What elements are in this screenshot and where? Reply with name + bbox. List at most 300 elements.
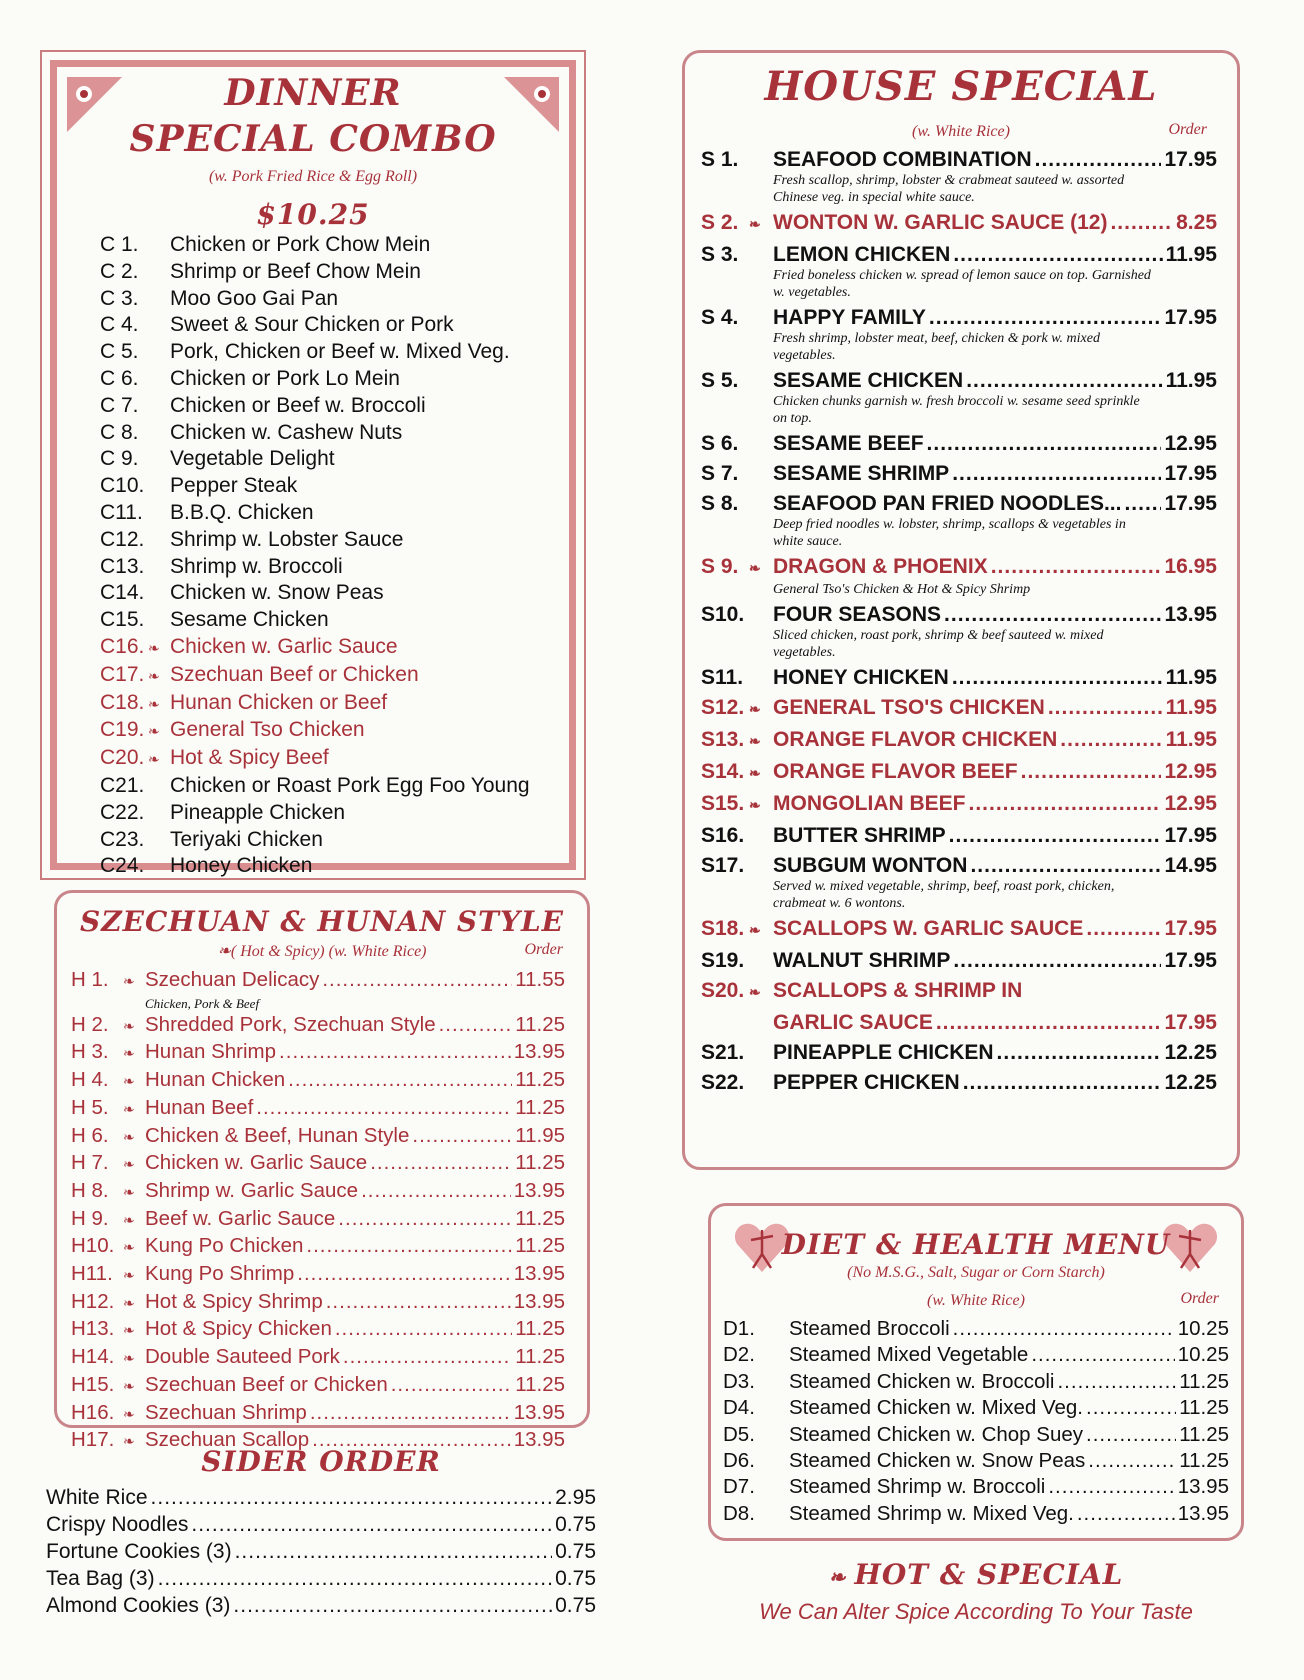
hot-pepper-icon: ❧	[123, 973, 135, 989]
item-code: S 1.	[701, 148, 739, 171]
leader-dots	[191, 1511, 552, 1538]
item-name: WONTON W. GARLIC SAUCE (12)	[773, 211, 1108, 234]
house-list	[701, 147, 1217, 1100]
item-name: Tea Bag (3)	[46, 1567, 155, 1590]
item-name: Moo Goo Gai Pan	[170, 286, 339, 310]
item-name: Almond Cookies (3)	[46, 1594, 231, 1617]
item-name: SESAME BEEF	[773, 432, 924, 455]
item-price: 11.25	[515, 1372, 565, 1396]
item-name: Pineapple Chicken	[170, 800, 346, 824]
menu-item-line	[701, 210, 1217, 237]
item-code: S12.	[701, 696, 745, 719]
item-name: SCALLOPS W. GARLIC SAUCE	[773, 917, 1084, 940]
spice-note: We Can Alter Spice According To Your Taste	[759, 1599, 1193, 1624]
diet-item	[723, 1395, 1229, 1421]
item-name: Chicken or Beef w. Broccoli	[170, 393, 426, 417]
hot-pepper-icon: ❧	[123, 1128, 135, 1145]
menu-item	[701, 147, 1217, 206]
item-code: S18.	[701, 917, 745, 940]
diet-item	[723, 1369, 1229, 1395]
side-list	[46, 1484, 596, 1619]
item-name: Beef w. Garlic Sauce	[145, 1206, 336, 1230]
item-name: GENERAL TSO'S CHICKEN	[773, 696, 1045, 719]
item-code: D8.	[723, 1501, 755, 1525]
item-code: H17.	[71, 1428, 115, 1452]
leader-dots	[412, 1123, 512, 1149]
item-description: Served w. mixed vegetable, shrimp, beef, roast pork, chicken, crabmeat w. 6 wontons.	[773, 879, 1115, 911]
item-code: S11.	[701, 666, 744, 689]
hot-special-text: HOT & SPECIAL	[854, 1558, 1124, 1591]
item-name: Szechuan Shrimp	[145, 1400, 307, 1424]
item-price: 10.25	[1177, 1317, 1229, 1340]
menu-item	[701, 305, 1217, 364]
item-description: Fresh shrimp, lobster meat, beef, chicken & pork w. mixed vegetables.	[773, 331, 1100, 363]
menu-item	[100, 232, 560, 259]
diet-health-section	[708, 1203, 1244, 1541]
item-code: S22.	[701, 1071, 745, 1094]
item-name: Szechuan Scallop	[145, 1428, 310, 1452]
leader-dots	[1057, 1369, 1176, 1395]
hot-pepper-icon: ❧	[148, 751, 160, 768]
leader-dots	[310, 1400, 511, 1426]
item-price: 17.95	[1164, 462, 1217, 485]
item-name: Chicken w. Garlic Sauce	[170, 634, 398, 658]
item-price: 10.25	[1177, 1343, 1229, 1367]
leader-dots	[322, 967, 512, 993]
menu-item-line	[71, 1400, 565, 1428]
menu-item	[100, 580, 560, 607]
leader-dots	[151, 1484, 553, 1511]
menu-item	[701, 1010, 1217, 1035]
house-subtitle: (w. White Rice)	[912, 123, 1010, 140]
item-code: S 2.	[701, 211, 739, 234]
menu-item-line	[71, 1316, 565, 1344]
item-price: 0.75	[555, 1594, 596, 1617]
menu-item-line	[71, 1012, 565, 1040]
menu-item	[71, 967, 565, 1012]
leader-dots	[233, 1592, 552, 1619]
menu-item-line	[71, 1206, 565, 1234]
leader-dots	[1086, 1395, 1176, 1421]
item-name: Hot & Spicy Chicken	[145, 1317, 332, 1341]
item-code: D3.	[723, 1369, 755, 1393]
menu-item	[71, 1150, 565, 1178]
item-name: Fortune Cookies (3)	[46, 1540, 232, 1563]
item-price: 11.95	[1165, 696, 1217, 719]
item-price: 11.25	[515, 1206, 565, 1230]
item-code: D6.	[723, 1449, 755, 1473]
hot-pepper-icon: ❧	[123, 1045, 135, 1062]
item-name: Chicken & Beef, Hunan Style	[145, 1123, 410, 1147]
szechuan-title: SZECHUAN & HUNAN STYLE	[80, 905, 564, 938]
item-code: H 4.	[71, 1068, 109, 1092]
menu-item	[701, 210, 1217, 237]
item-name: ORANGE FLAVOR CHICKEN	[773, 728, 1058, 751]
item-price: 14.95	[1164, 854, 1217, 877]
hot-pepper-icon: ❧	[749, 984, 761, 1000]
leader-dots	[1035, 147, 1162, 172]
item-name: Hunan Chicken or Beef	[170, 690, 388, 714]
side-title: SIDER ORDER	[201, 1445, 441, 1478]
hot-pepper-icon: ❧	[123, 1377, 135, 1394]
diet-item	[723, 1422, 1229, 1448]
item-price: 12.25	[1164, 1071, 1217, 1094]
item-code: C 8.	[100, 420, 139, 444]
item-code: H 3.	[71, 1040, 109, 1064]
menu-item-line	[701, 791, 1217, 818]
menu-item-line	[701, 1010, 1217, 1035]
item-price: 11.95	[1165, 369, 1217, 392]
menu-item	[71, 1039, 565, 1067]
hot-pepper-icon: ❧	[148, 695, 160, 712]
szechuan-subtitle: ❧( Hot & Spicy) (w. White Rice)	[217, 943, 427, 960]
item-code: H 6.	[71, 1123, 109, 1147]
item-code: S 5.	[701, 369, 739, 392]
item-name: WALNUT SHRIMP	[773, 949, 951, 972]
menu-item-line	[701, 665, 1217, 690]
menu-item	[71, 1095, 565, 1123]
leader-dots	[1048, 695, 1163, 720]
leader-dots	[256, 1095, 512, 1121]
item-price: 13.95	[513, 1400, 565, 1424]
szechuan-order-label: Order	[524, 941, 563, 958]
menu-item	[71, 1400, 565, 1428]
menu-item-line	[701, 1070, 1217, 1095]
item-name: LEMON CHICKEN	[773, 243, 951, 266]
item-code: S 9.	[701, 555, 739, 578]
menu-item	[701, 948, 1217, 973]
item-name: Teriyaki Chicken	[170, 827, 323, 851]
menu-item	[71, 1123, 565, 1151]
item-code: S 6.	[701, 432, 739, 455]
leader-dots	[1088, 1448, 1176, 1474]
item-name: Hunan Shrimp	[145, 1040, 277, 1064]
combo-title-line2: SPECIAL COMBO	[129, 118, 497, 160]
menu-item	[100, 420, 560, 447]
menu-item	[701, 823, 1217, 848]
item-price: 13.95	[513, 1262, 565, 1286]
item-code: H 9.	[71, 1206, 109, 1230]
hot-pepper-icon: ❧	[749, 216, 761, 232]
item-code: C19.	[100, 718, 145, 742]
menu-item	[100, 607, 560, 634]
item-name: Kung Po Chicken	[145, 1234, 304, 1258]
menu-item-line	[71, 1039, 565, 1067]
item-code: C 2.	[100, 259, 139, 283]
menu-item-line	[701, 491, 1217, 516]
item-name: B.B.Q. Chicken	[170, 500, 314, 524]
item-code: H13.	[71, 1317, 115, 1341]
item-name: Hunan Chicken	[145, 1068, 286, 1092]
menu-item-line	[701, 147, 1217, 172]
hot-pepper-icon: ❧	[123, 1267, 135, 1284]
item-price: 11.25	[515, 1151, 565, 1175]
pepper-icon: ❧	[828, 1565, 855, 1589]
item-description: Deep fried noodles w. lobster, shrimp, scallops & vegetables in white sauce.	[773, 517, 1126, 549]
item-name: Chicken w. Snow Peas	[170, 581, 384, 605]
item-name: Pork, Chicken or Beef w. Mixed Veg.	[170, 340, 510, 364]
leader-dots	[944, 602, 1161, 627]
leader-dots	[970, 853, 1161, 878]
menu-item	[100, 800, 560, 827]
item-name: Shrimp w. Garlic Sauce	[145, 1178, 359, 1202]
leader-dots	[1124, 491, 1161, 516]
diet-order-label: Order	[1180, 1290, 1219, 1307]
menu-item	[701, 242, 1217, 301]
item-code: C11.	[100, 500, 143, 524]
item-price: 11.25	[515, 1317, 565, 1341]
menu-item	[701, 695, 1217, 722]
item-price: 13.95	[1164, 603, 1217, 626]
item-price: 0.75	[555, 1513, 596, 1536]
item-price: 17.95	[1164, 917, 1217, 940]
leader-dots	[1048, 1474, 1174, 1500]
item-name: FOUR SEASONS	[773, 603, 942, 626]
diet-item	[723, 1342, 1229, 1368]
szechuan-hunan-section	[54, 890, 590, 1452]
item-price: 11.95	[1165, 243, 1217, 266]
hot-pepper-icon: ❧	[123, 1211, 135, 1228]
leader-dots	[439, 1012, 513, 1038]
item-code: S15.	[701, 792, 745, 815]
item-name: PEPPER CHICKEN	[773, 1071, 960, 1094]
menu-item	[701, 853, 1217, 912]
menu-item	[100, 554, 560, 581]
item-code: C14.	[100, 581, 145, 605]
menu-item	[100, 745, 560, 773]
item-name: BUTTER SHRIMP	[773, 824, 946, 847]
leader-dots	[949, 823, 1162, 848]
item-code: S16.	[701, 824, 745, 847]
menu-item	[701, 727, 1217, 754]
item-name: Chicken or Roast Pork Egg Foo Young	[170, 773, 530, 797]
hot-pepper-icon: ❧	[123, 1100, 135, 1117]
item-price: 16.95	[1164, 555, 1217, 578]
item-code: H15.	[71, 1372, 115, 1396]
item-code: D1.	[723, 1317, 755, 1340]
hot-pepper-icon: ❧	[749, 922, 761, 938]
item-price: 11.25	[1179, 1449, 1229, 1473]
hot-pepper-icon: ❧	[123, 1017, 135, 1034]
item-price: 8.25	[1176, 211, 1217, 234]
item-code: C10.	[100, 474, 145, 498]
hot-pepper-icon: ❧	[148, 639, 160, 656]
menu-item	[100, 339, 560, 366]
menu-item-line	[71, 1372, 565, 1400]
item-code: C 7.	[100, 393, 139, 417]
leader-dots	[297, 1261, 510, 1287]
leader-dots	[338, 1206, 512, 1232]
menu-item	[701, 978, 1217, 1005]
menu-item-line	[71, 1233, 565, 1261]
menu-item	[100, 527, 560, 554]
item-code: H16.	[71, 1400, 115, 1424]
hot-pepper-icon: ❧	[123, 1156, 135, 1173]
menu-item-line	[701, 853, 1217, 878]
combo-price: $10.25	[256, 198, 370, 231]
menu-item	[701, 491, 1217, 550]
menu-item-line	[701, 602, 1217, 627]
combo-title-line1: DINNER	[224, 72, 402, 114]
hot-pepper-icon: ❧	[123, 1433, 135, 1450]
item-name: Steamed Chicken w. Broccoli	[789, 1369, 1055, 1393]
menu-item	[100, 690, 560, 718]
hot-pepper-icon: ❧	[123, 1073, 135, 1090]
item-price: 13.95	[513, 1040, 565, 1064]
menu-item	[71, 1233, 565, 1261]
menu-item	[100, 827, 560, 854]
item-name: Vegetable Delight	[170, 447, 335, 471]
menu-item	[100, 634, 560, 662]
menu-item	[71, 1067, 565, 1095]
item-name: Shrimp or Beef Chow Mein	[170, 259, 421, 283]
diet-item	[723, 1448, 1229, 1474]
item-price: 11.25	[515, 1234, 565, 1258]
item-name: Steamed Chicken w. Snow Peas	[789, 1449, 1086, 1473]
item-code: H 2.	[71, 1012, 109, 1036]
item-price: 0.75	[555, 1540, 596, 1563]
menu-item	[701, 1040, 1217, 1065]
item-name: Szechuan Delicacy	[145, 968, 320, 991]
leader-dots	[335, 1316, 512, 1342]
hot-pepper-icon: ❧	[123, 1294, 135, 1311]
item-code: C17.	[100, 662, 145, 686]
side-item	[46, 1592, 596, 1619]
leader-dots	[936, 1010, 1162, 1035]
menu-item-line	[71, 1289, 565, 1317]
house-title: HOUSE SPECIAL	[764, 63, 1158, 110]
item-description: Chicken chunks garnish w. fresh broccoli w. sesame seed sprinkle on top.	[773, 394, 1140, 426]
item-price: 11.25	[1179, 1396, 1229, 1420]
menu-item	[100, 717, 560, 745]
item-code: C23.	[100, 827, 145, 851]
menu-item	[100, 773, 560, 800]
item-description: Sliced chicken, roast pork, shrimp & beef sauteed w. mixed vegetables.	[773, 628, 1104, 660]
item-price: 12.25	[1164, 1041, 1217, 1064]
menu-item	[100, 286, 560, 313]
item-price: 11.95	[1165, 728, 1217, 751]
side-item	[46, 1565, 596, 1592]
menu-item	[71, 1344, 565, 1372]
menu-item-line	[71, 1123, 565, 1151]
footer	[708, 1558, 1244, 1625]
menu-item	[71, 1289, 565, 1317]
szechuan-subtitle-text: ( Hot & Spicy) (w. White Rice)	[230, 943, 427, 960]
side-order-section	[46, 1445, 596, 1619]
item-code: C12.	[100, 527, 145, 551]
leader-dots	[953, 242, 1162, 267]
item-code: C 3.	[100, 286, 139, 310]
item-price: 13.95	[513, 1178, 565, 1202]
menu-item	[701, 916, 1217, 943]
item-name: Kung Po Shrimp	[145, 1262, 295, 1286]
leader-dots	[1077, 1501, 1175, 1527]
item-code: C18.	[100, 690, 145, 714]
item-price: 11.25	[1179, 1369, 1229, 1393]
item-name: Szechuan Beef or Chicken	[170, 662, 419, 686]
menu-item-line	[71, 1261, 565, 1289]
dinner-combo-section	[40, 50, 586, 880]
item-code: S21.	[701, 1041, 745, 1064]
menu-item	[100, 473, 560, 500]
combo-list	[100, 232, 560, 880]
item-name: Crispy Noodles	[46, 1513, 189, 1536]
item-price: 11.25	[515, 1012, 565, 1036]
item-name: SESAME SHRIMP	[773, 462, 950, 485]
item-name: DRAGON & PHOENIX	[773, 555, 988, 578]
hot-pepper-icon: ❧	[123, 1405, 135, 1422]
leader-dots	[929, 305, 1162, 330]
item-name: SEAFOOD PAN FRIED NOODLES...	[773, 492, 1122, 515]
item-name: MONGOLIAN BEEF	[773, 792, 966, 815]
menu-item-line	[71, 1067, 565, 1095]
menu-item	[71, 1178, 565, 1206]
item-code: C 4.	[100, 313, 139, 337]
item-description: Fresh scallop, shrimp, lobster & crabmeat sauteed w. assorted Chinese veg. in special white sauce.	[773, 173, 1125, 205]
hot-pepper-icon: ❧	[749, 733, 761, 749]
item-name: Chicken or Pork Chow Mein	[170, 233, 431, 256]
item-name: SUBGUM WONTON	[773, 854, 968, 877]
menu-item	[701, 461, 1217, 486]
item-name: Double Sauteed Pork	[145, 1345, 340, 1369]
leader-dots	[361, 1178, 511, 1204]
item-name: Hot & Spicy Beef	[170, 746, 329, 770]
item-code: S17.	[701, 854, 745, 877]
leader-dots	[279, 1039, 511, 1065]
hot-pepper-icon: ❧	[123, 1239, 135, 1256]
item-price: 12.95	[1164, 760, 1217, 783]
item-code: D5.	[723, 1422, 755, 1446]
item-code: H11.	[71, 1262, 113, 1286]
item-price: 11.25	[515, 1345, 565, 1369]
menu-item-line	[71, 1095, 565, 1123]
hot-pepper-icon: ❧	[749, 560, 761, 576]
item-code: S20.	[701, 979, 745, 1002]
diet-subtitle2: (w. White Rice)	[927, 1292, 1025, 1309]
leader-dots	[306, 1233, 512, 1259]
item-code: S19.	[701, 949, 745, 972]
item-name: Shredded Pork, Szechuan Style	[145, 1012, 436, 1036]
leader-dots	[966, 368, 1162, 393]
menu-item-line	[701, 916, 1217, 943]
item-price: 17.95	[1164, 949, 1217, 972]
item-name: Chicken w. Garlic Sauce	[145, 1151, 368, 1175]
item-name: Chicken or Pork Lo Mein	[170, 366, 400, 390]
item-code: H10.	[71, 1234, 115, 1258]
item-code: C 5.	[100, 340, 139, 364]
menu-item-line	[701, 759, 1217, 786]
item-code: H 7.	[71, 1151, 109, 1175]
item-code: H 8.	[71, 1178, 109, 1202]
side-item	[46, 1484, 596, 1511]
item-name: Steamed Chicken w. Mixed Veg.	[789, 1396, 1083, 1420]
leader-dots	[1031, 1342, 1174, 1368]
item-description: General Tso's Chicken & Hot & Spicy Shrimp	[773, 582, 1031, 597]
item-price: 17.95	[1164, 1011, 1217, 1034]
menu-item	[71, 1316, 565, 1344]
diet-item	[723, 1501, 1229, 1527]
item-price: 11.25	[515, 1068, 565, 1092]
item-code: S 3.	[701, 243, 739, 266]
menu-item	[100, 366, 560, 393]
menu-item-line	[701, 368, 1217, 393]
menu-item-line	[701, 242, 1217, 267]
diet-subtitle: (No M.S.G., Salt, Sugar or Corn Starch)	[847, 1264, 1105, 1281]
item-price: 17.95	[1164, 492, 1217, 515]
szechuan-list	[71, 967, 565, 1455]
leader-dots	[952, 461, 1161, 486]
item-price: 11.55	[515, 968, 565, 991]
